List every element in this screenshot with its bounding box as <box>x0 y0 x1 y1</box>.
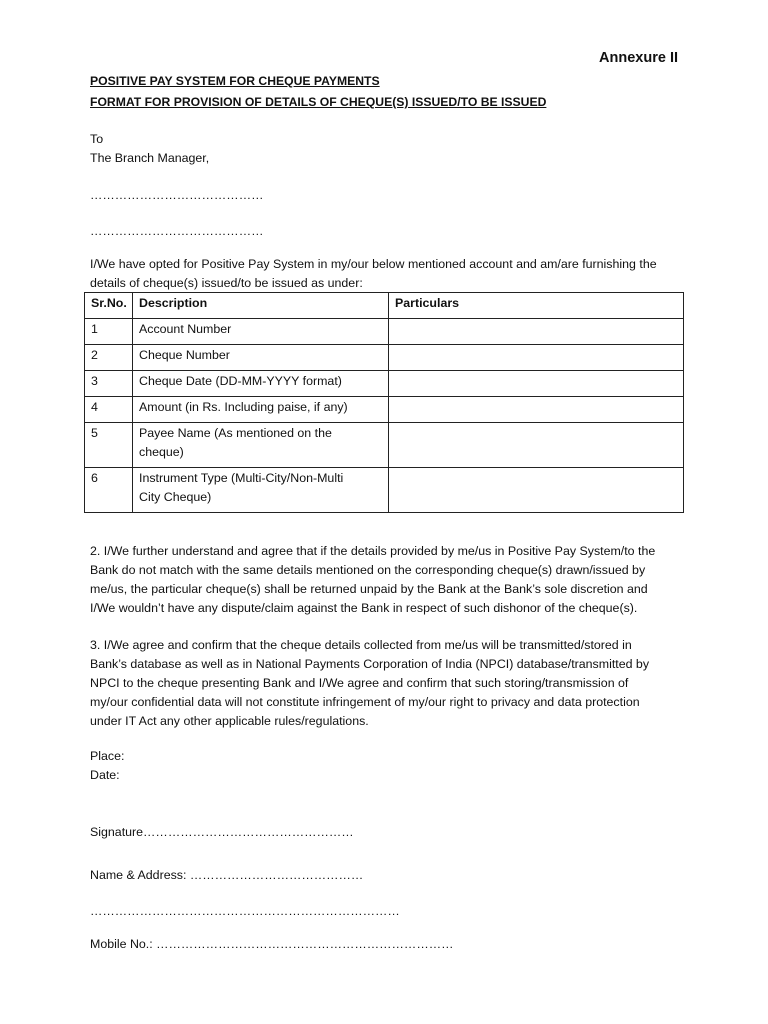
paragraph-2 <box>90 542 680 618</box>
table-row <box>85 468 684 513</box>
paragraph-3-line: my/our confidential data will not constitute infringement of my/our right to privacy and data protection <box>90 695 640 709</box>
name-address-line: Name & Address: …………………………………… <box>90 868 364 882</box>
row-description-text: Instrument Type (Multi-City/Non-Multi <box>139 471 344 485</box>
header-sr-no: Sr.No. <box>85 293 133 319</box>
date-label: Date: <box>90 768 120 782</box>
paragraph-2-line: I/We wouldn’t have any dispute/claim against the Bank in respect of such dishonor of the cheque(s). <box>90 601 638 615</box>
row-particulars-field[interactable] <box>389 319 684 345</box>
row-sr: 3 <box>85 371 133 397</box>
row-sr: 1 <box>85 319 133 345</box>
row-sr: 5 <box>85 423 133 468</box>
row-description <box>133 319 389 345</box>
address-continuation-line: ………………………………………………………………… <box>90 904 400 918</box>
intro-line-2: details of cheque(s) issued/to be issued as under: <box>90 276 363 290</box>
address-blank-line-1: …………………………………… <box>90 188 264 202</box>
row-particulars-field[interactable] <box>389 423 684 468</box>
address-blank-line-2: …………………………………… <box>90 224 264 238</box>
header-particulars: Particulars <box>389 293 684 319</box>
row-description <box>133 468 389 513</box>
paragraph-2-line: Bank do not match with the same details mentioned on the corresponding cheque(s) drawn/issued by <box>90 563 646 577</box>
address-recipient: The Branch Manager, <box>90 151 210 165</box>
row-particulars-field[interactable] <box>389 371 684 397</box>
row-sr: 6 <box>85 468 133 513</box>
row-description <box>133 423 389 468</box>
row-particulars-field[interactable] <box>389 397 684 423</box>
row-sr: 4 <box>85 397 133 423</box>
row-description-text: Cheque Date (DD-MM-YYYY format) <box>139 374 342 388</box>
cheque-details-table <box>84 292 684 513</box>
table-row <box>85 371 684 397</box>
row-sr: 2 <box>85 345 133 371</box>
mobile-number-line: Mobile No.: ……………………………………………………………… <box>90 937 454 951</box>
row-description <box>133 397 389 423</box>
row-description-text: Amount (in Rs. Including paise, if any) <box>139 400 348 414</box>
heading-line-1: POSITIVE PAY SYSTEM FOR CHEQUE PAYMENTS <box>90 74 380 88</box>
row-description-text: Account Number <box>139 322 232 336</box>
row-description-text: Cheque Number <box>139 348 230 362</box>
header-description: Description <box>133 293 389 319</box>
place-label: Place: <box>90 749 125 763</box>
paragraph-2-line: 2. I/We further understand and agree that if the details provided by me/us in Positive Pay System/to the <box>90 544 656 558</box>
table-row <box>85 423 684 468</box>
row-description-text-cont: City Cheque) <box>139 490 212 504</box>
paragraph-3-line: Bank’s database as well as in National Payments Corporation of India (NPCI) database/transmitted by <box>90 657 650 671</box>
table-row <box>85 397 684 423</box>
row-description <box>133 371 389 397</box>
signature-line: Signature…………………………………………… <box>90 825 354 839</box>
paragraph-3-line: 3. I/We agree and confirm that the cheque details collected from me/us will be transmitted/stored in <box>90 638 632 652</box>
paragraph-3-line: NPCI to the cheque presenting Bank and I/We agree and confirm that such storing/transmission of <box>90 676 629 690</box>
intro-line-1: I/We have opted for Positive Pay System in my/our below mentioned account and am/are furnishing the <box>90 257 657 271</box>
row-description <box>133 345 389 371</box>
row-particulars-field[interactable] <box>389 468 684 513</box>
paragraph-3 <box>90 636 680 731</box>
paragraph-3-line: under IT Act any other applicable rules/regulations. <box>90 714 369 728</box>
paragraph-2-line: me/us, the particular cheque(s) shall be returned unpaid by the Bank at the Bank’s sole discretion and <box>90 582 648 596</box>
table-row <box>85 319 684 345</box>
row-particulars-field[interactable] <box>389 345 684 371</box>
row-description-text: Payee Name (As mentioned on the <box>139 426 332 440</box>
table-row <box>85 345 684 371</box>
heading-line-2: FORMAT FOR PROVISION OF DETAILS OF CHEQUE(S) ISSUED/TO BE ISSUED <box>90 95 547 109</box>
annexure-label: Annexure II <box>599 50 678 66</box>
address-to: To <box>90 132 104 146</box>
table-header-row <box>85 293 684 319</box>
row-description-text-cont: cheque) <box>139 445 184 459</box>
